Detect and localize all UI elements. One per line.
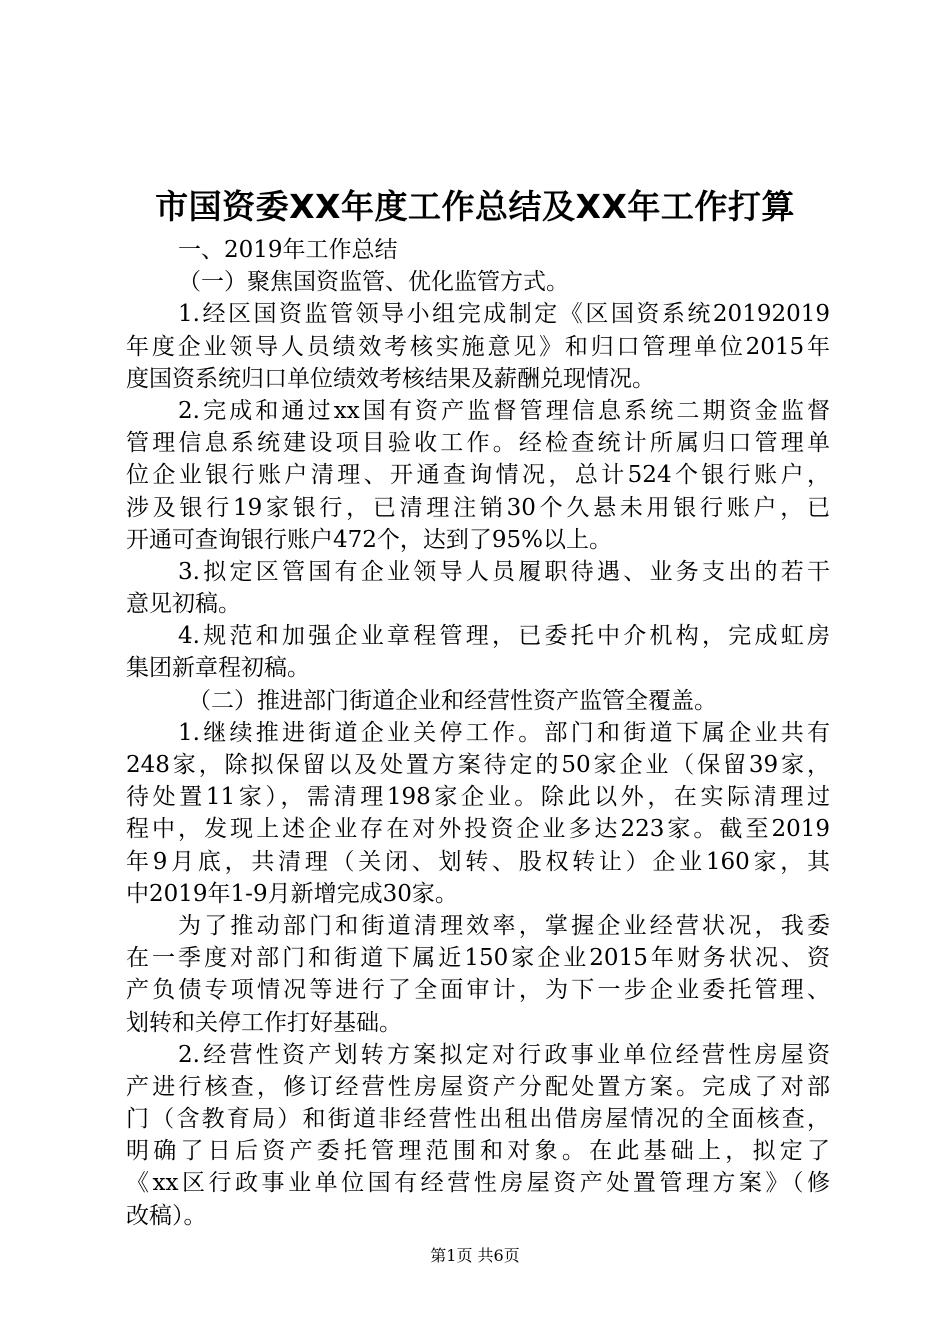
paragraph-line: 程中，发现上述企业存在对外投资企业多达223家。截至2019 [126, 816, 830, 843]
paragraph-line: 年9月底，共清理（关闭、划转、股权转让）企业160家，其 [126, 848, 830, 875]
paragraph-line: 在一季度对部门和街道下属近150家企业2015年财务状况、资 [126, 945, 830, 972]
paragraph-line: 4.规范和加强企业章程管理，已委托中介机构，完成虹房 [178, 623, 830, 650]
paragraph-line: 位企业银行账户清理、开通查询情况，总计524个银行账户， [126, 462, 830, 489]
paragraph-line: 为了推动部门和街道清理效率，掌握企业经营状况，我委 [178, 912, 830, 939]
paragraph-line: 涉及银行19家银行，已清理注销30个久悬未用银行账户，已 [126, 494, 830, 521]
paragraph-line: （一）聚焦国资监管、优化监管方式。 [178, 269, 569, 296]
paragraph-line: 1.继续推进街道企业关停工作。部门和街道下属企业共有 [178, 719, 830, 746]
paragraph-line: 管理信息系统建设项目验收工作。经检查统计所属归口管理单 [126, 430, 830, 457]
paragraph-line: 2.完成和通过xx国有资产监督管理信息系统二期资金监督 [178, 397, 830, 424]
paragraph-line: （二）推进部门街道企业和经营性资产监管全覆盖。 [188, 687, 717, 714]
paragraph-line: 开通可查询银行账户472个，达到了95%以上。 [126, 526, 613, 553]
paragraph-line: 待处置11家），需清理198家企业。除此以外，在实际清理过 [126, 784, 830, 811]
paragraph-line: 1.经区国资监管领导小组完成制定《区国资系统20192019 [178, 301, 830, 328]
paragraph-line: 248家，除拟保留以及处置方案待定的50家企业（保留39家， [126, 752, 830, 778]
paragraph-line: 度国资系统归口单位绩效考核结果及薪酬兑现情况。 [126, 365, 655, 392]
page-footer: 第1页 共6页 [430, 1246, 520, 1265]
paragraph-line: 产负债专项情况等进行了全面审计，为下一步企业委托管理、 [126, 977, 830, 1004]
paragraph-line: 明确了日后资产委托管理范围和对象。在此基础上，拟定了 [126, 1138, 830, 1165]
paragraph-line: 一、2019年工作总结 [178, 237, 398, 263]
paragraph-line: 中2019年1-9月新增完成30家。 [126, 880, 458, 907]
paragraph-line: 改稿）。 [126, 1202, 207, 1229]
document-title: 市国资委XX年度工作总结及XX年工作打算 [155, 187, 795, 226]
paragraph-line: 产进行核查，修订经营性房屋资产分配处置方案。完成了对部 [126, 1073, 830, 1100]
paragraph-line: 门（含教育局）和街道非经营性出租出借房屋情况的全面核查， [126, 1106, 830, 1133]
paragraph-line: 年度企业领导人员绩效考核实施意见》和归口管理单位2015年 [126, 333, 830, 360]
paragraph-line: 意见初稿。 [126, 591, 241, 618]
paragraph-line: 划转和关停工作打好基础。 [126, 1009, 402, 1036]
document-body [126, 234, 830, 1232]
paragraph-line: 2.经营性资产划转方案拟定对行政事业单位经营性房屋资 [178, 1041, 830, 1068]
paragraph-line: 集团新章程初稿。 [126, 655, 310, 682]
paragraph-line: 《xx区行政事业单位国有经营性房屋资产处置管理方案》（修 [126, 1170, 830, 1197]
paragraph-line: 3.拟定区管国有企业领导人员履职待遇、业务支出的若干 [178, 558, 830, 585]
